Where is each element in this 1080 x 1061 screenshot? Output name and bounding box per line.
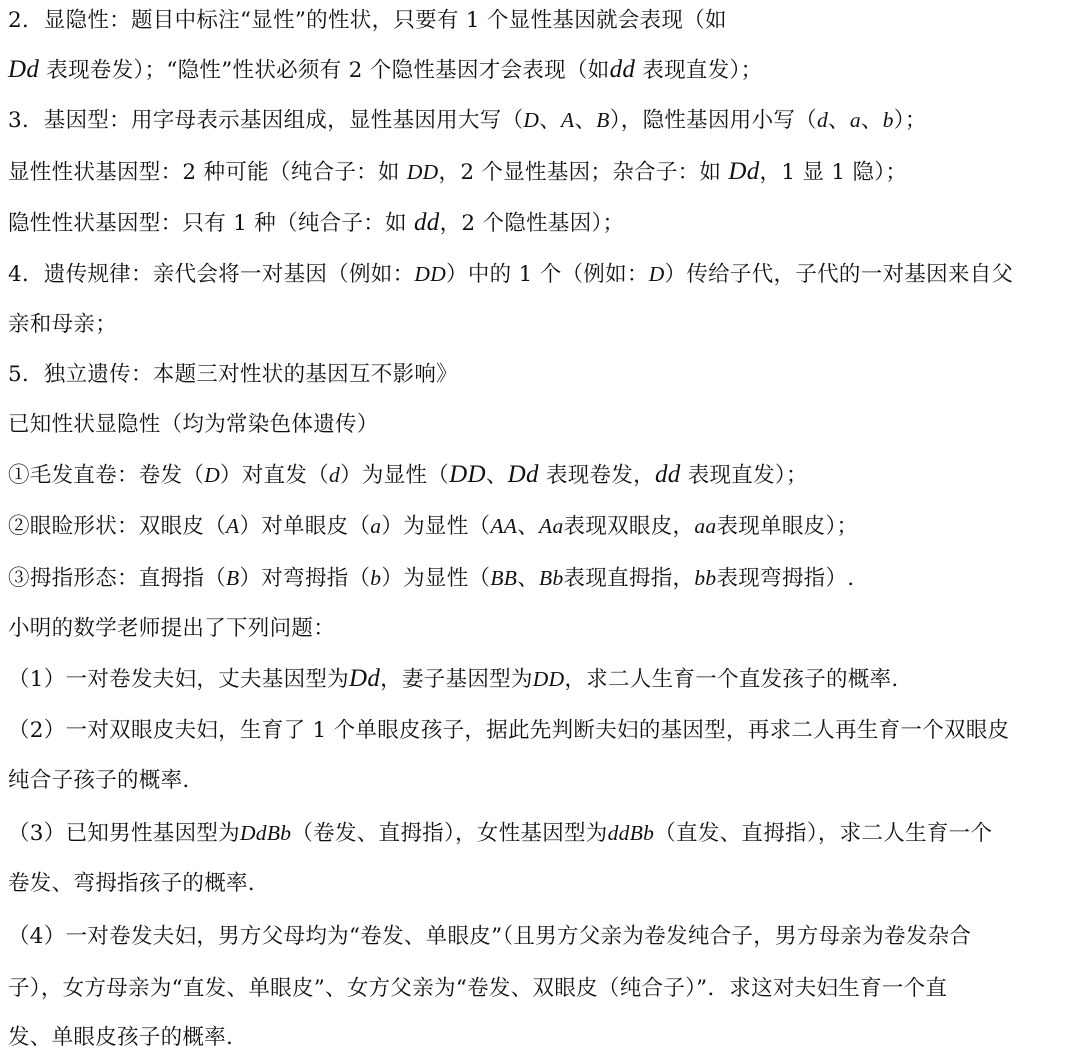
gene-symbol: B [226, 566, 240, 590]
gene-symbol: DD [406, 160, 439, 184]
text-run: 子），女方母亲为“直发、单眼皮”、女方父亲为“卷发、双眼皮（纯合子）”．求这对夫妇生育一个直 [8, 976, 948, 1001]
text-run: 亲和母亲； [8, 312, 118, 337]
text-run: ）中的 1 个（例如： [446, 262, 649, 287]
text-line [8, 157, 1072, 188]
text-run: ）； [893, 108, 927, 133]
text-run: ）对弯拇指（ [239, 566, 371, 591]
gene-symbol: D [204, 463, 221, 487]
text-run: （3）已知男性基因型为 [8, 821, 240, 846]
text-run: 已知性状显隐性（均为常染色体遗传） [8, 412, 379, 437]
text-run: 、 [517, 514, 540, 539]
text-run: 3．基因型：用字母表示基因组成，显性基因用大写（ [8, 108, 524, 133]
gene-symbol: BB [490, 566, 518, 590]
text-line [8, 869, 1072, 899]
text-line [8, 208, 1072, 239]
text-run: （卷发、直拇指），女性基因型为 [291, 821, 608, 846]
gene-symbol: D [648, 262, 665, 286]
text-run: ）为显性（ [381, 566, 491, 591]
gene-symbol: AA [490, 514, 518, 538]
text-run: ）为显性（ [381, 514, 491, 539]
text-line [8, 310, 1072, 340]
text-run: 、 [517, 566, 540, 591]
text-run: 、 [539, 108, 562, 133]
text-line [8, 360, 1072, 390]
gene-symbol: A [561, 108, 575, 132]
text-line [8, 664, 1072, 695]
gene-symbol: b [370, 566, 382, 590]
gene-symbol: DD [532, 667, 565, 691]
gene-symbol: a [849, 108, 861, 132]
text-run: 、 [860, 108, 883, 133]
text-line [8, 460, 1072, 491]
gene-symbol: A [226, 514, 240, 538]
text-run: 卷发、弯拇指孩子的概率. [8, 871, 255, 896]
gene-symbol: Dd [348, 665, 381, 692]
text-line [8, 410, 1072, 440]
text-run: （4）一对卷发夫妇，男方父母均为“卷发、单眼皮”（且男方父亲为卷发纯合子，男方母亲为卷发杂合 [8, 924, 972, 949]
text-run: ，妻子基因型为 [380, 667, 533, 692]
text-line [8, 614, 1072, 644]
text-line [8, 766, 1072, 796]
text-line [8, 563, 1072, 594]
gene-symbol: b [882, 108, 894, 132]
gene-symbol: dd [609, 56, 636, 83]
text-run: ②眼睑形状：双眼皮（ [8, 514, 227, 539]
gene-symbol: aa [694, 514, 717, 538]
gene-symbol: Dd [8, 56, 40, 83]
gene-symbol: a [370, 514, 382, 538]
gene-symbol: Bb [539, 566, 564, 590]
text-run: 表现单眼皮）； [716, 514, 859, 539]
gene-symbol: ddBb [607, 821, 655, 845]
text-line [8, 105, 1072, 136]
text-run: 表现直发）； [635, 58, 763, 83]
text-run: ）为显性（ [340, 463, 450, 488]
text-line [8, 511, 1072, 542]
gene-symbol: DdBb [239, 821, 292, 845]
text-run: （直发、直拇指），求二人生育一个 [654, 821, 993, 846]
text-run: 显性性状基因型：2 种可能（纯合子：如 [8, 160, 407, 185]
text-run: ）传给子代，子代的一对基因来自父 [664, 262, 1014, 287]
gene-symbol: B [596, 108, 610, 132]
gene-symbol: dd [654, 461, 681, 488]
gene-symbol: DD [414, 262, 447, 286]
text-run: 5．独立遗传：本题三对性状的基因互不影响》 [8, 362, 458, 387]
text-line [8, 55, 1072, 86]
text-line [8, 6, 1072, 36]
text-run: 小明的数学老师提出了下列问题： [8, 616, 336, 641]
text-line [8, 922, 1072, 952]
gene-symbol: d [329, 463, 341, 487]
text-run: 、 [828, 108, 850, 133]
text-run: 2．显隐性：题目中标注“显性”的性状，只要有 1 个显性基因就会表现（如 [8, 8, 727, 33]
gene-symbol: Aa [539, 514, 564, 538]
text-run: （1）一对卷发夫妇，丈夫基因型为 [8, 667, 349, 692]
text-run: 4．遗传规律：亲代会将一对基因（例如： [8, 262, 415, 287]
text-run: ，2 个隐性基因）； [439, 211, 625, 236]
text-run: ），隐性基因用小写（ [609, 108, 817, 133]
text-run: ，1 显 1 隐）； [759, 160, 908, 185]
text-run: 表现直拇指， [563, 566, 695, 591]
gene-symbol: Dd [507, 461, 539, 488]
text-line [8, 259, 1072, 290]
gene-symbol: D [523, 108, 540, 132]
text-run: 表现卷发）；“隐性”性状必须有 2 个隐性基因才会表现（如 [39, 58, 610, 83]
text-run: ③拇指形态：直拇指（ [8, 566, 227, 591]
text-run: ，求二人生育一个直发孩子的概率. [564, 667, 899, 692]
text-run: ，2 个显性基因；杂合子：如 [438, 160, 729, 185]
gene-symbol: DD [449, 461, 486, 488]
text-run: 隐性性状基因型：只有 1 种（纯合子：如 [8, 211, 414, 236]
gene-symbol: dd [413, 209, 440, 236]
text-run: 表现直发）； [680, 463, 808, 488]
text-line [8, 818, 1072, 849]
text-run: ①毛发直卷：卷发（ [8, 463, 205, 488]
gene-symbol: Dd [728, 158, 760, 185]
text-run: 发、单眼皮孩子的概率. [8, 1025, 234, 1050]
text-line [8, 1023, 1072, 1053]
text-run: 纯合子孩子的概率. [8, 768, 190, 793]
text-line [8, 716, 1072, 746]
gene-symbol: bb [694, 566, 717, 590]
text-run: 、 [485, 463, 508, 488]
text-run: ）对直发（ [220, 463, 330, 488]
text-run: （2）一对双眼皮夫妇，生育了 1 个单眼皮孩子，据此先判断夫妇的基因型，再求二人再生育一个双眼皮 [8, 718, 1010, 743]
text-run: 表现卷发， [538, 463, 655, 488]
text-run: ）对单眼皮（ [239, 514, 371, 539]
gene-symbol: d [816, 108, 829, 132]
text-run: 表现双眼皮， [563, 514, 695, 539]
text-line [8, 974, 1072, 1004]
text-run: 表现弯拇指）. [716, 566, 855, 591]
text-run: 、 [574, 108, 597, 133]
